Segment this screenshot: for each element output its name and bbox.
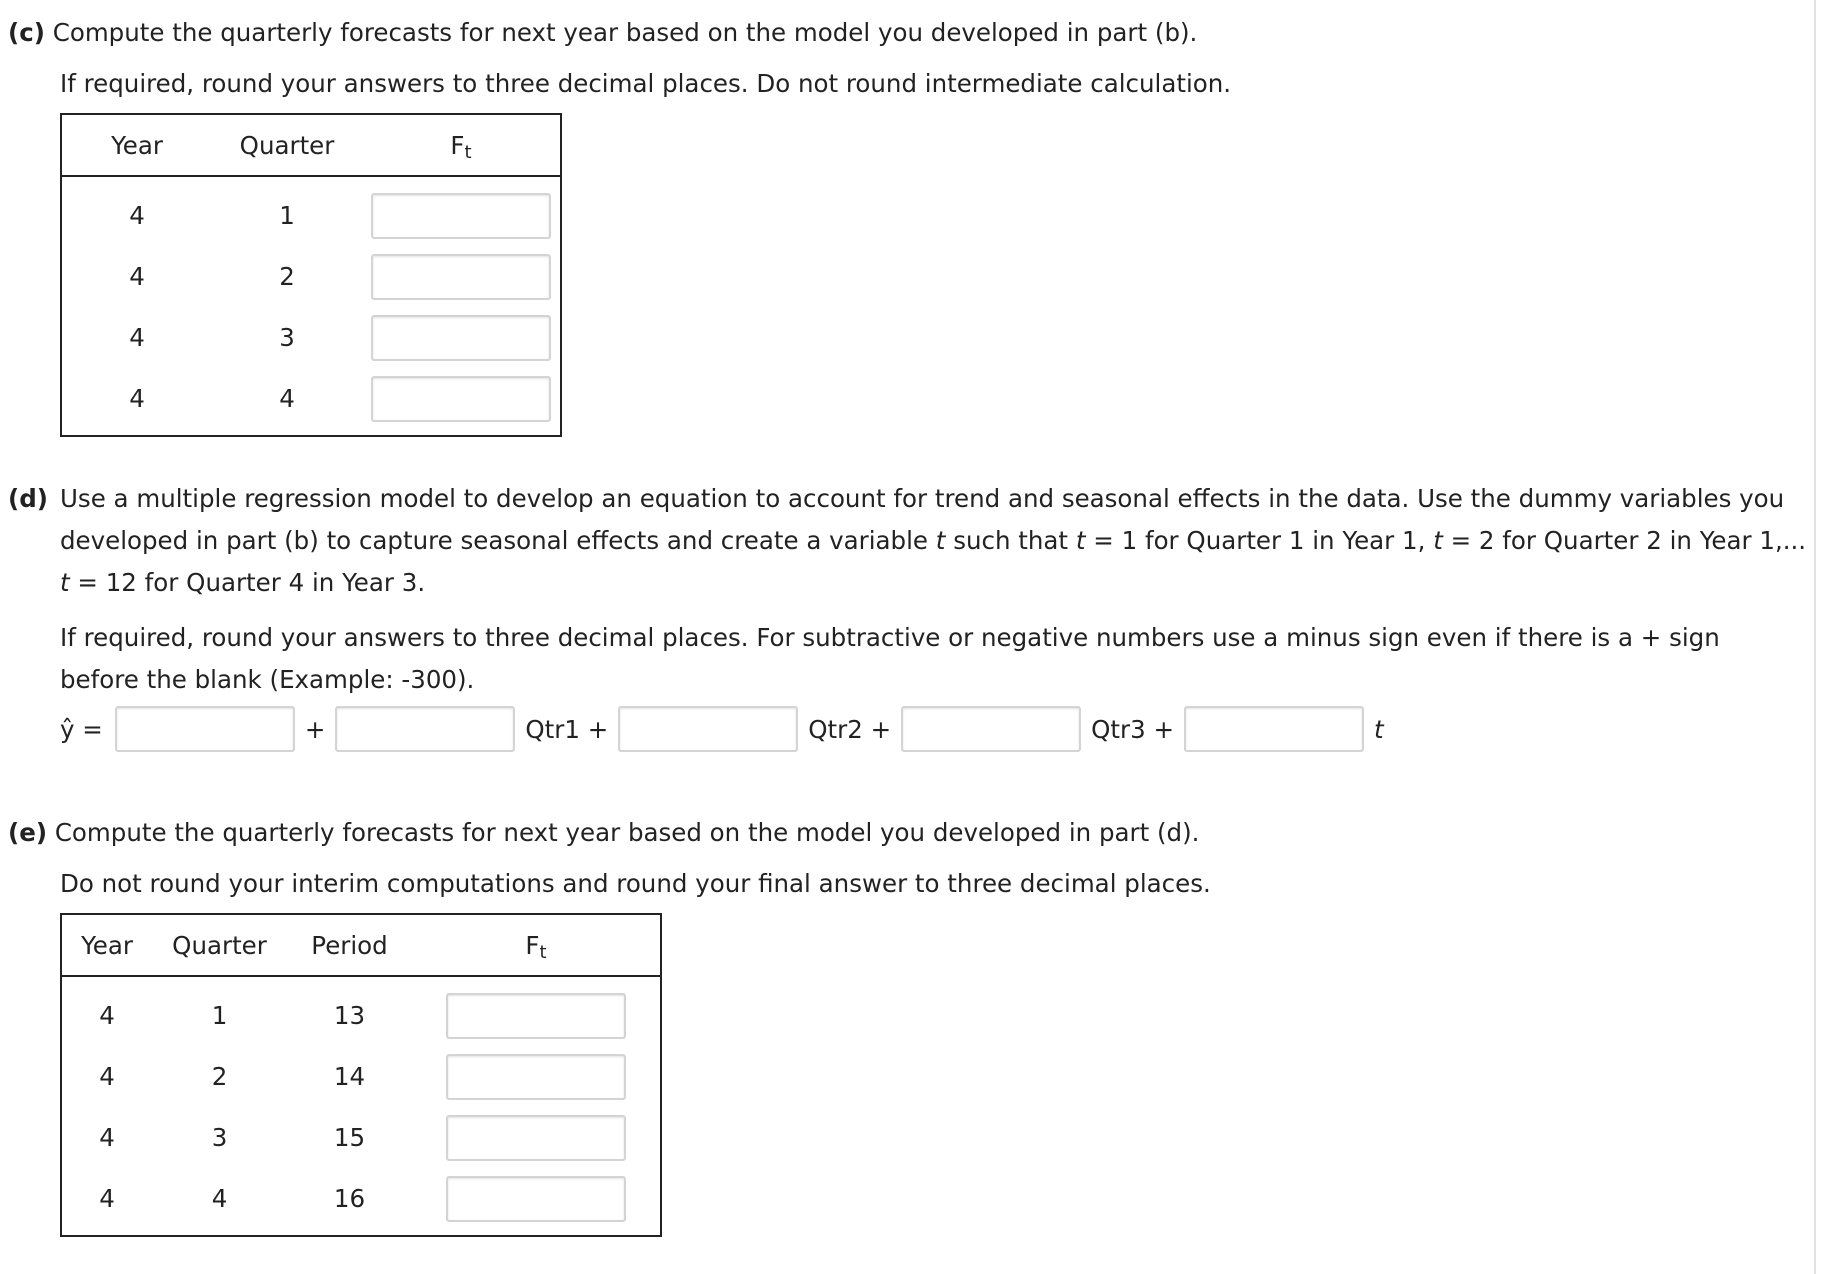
- column-header-ft: [362, 114, 561, 176]
- part-c-heading: [8, 16, 1197, 50]
- column-header-period: Period: [287, 914, 412, 976]
- part-d-text-5: = 12 for Quarter 4 in Year 3.: [77, 568, 426, 597]
- year-cell: 4: [129, 262, 145, 291]
- year-cell: 4: [99, 1184, 115, 1213]
- table-row: [61, 368, 561, 436]
- table-row: [61, 246, 561, 307]
- year-cell: 4: [129, 384, 145, 413]
- part-d-instruction: If required, round your answers to three decimal places. For subtractive or negative numbers use a minus sign even if there is a + sign before the blank (Example: -300).: [60, 623, 1720, 694]
- forecast-input-period-14[interactable]: [446, 1054, 626, 1100]
- quarter-cell: 2: [211, 1062, 228, 1091]
- part-e-label: (e): [8, 818, 48, 847]
- variable-t: t: [935, 526, 946, 555]
- quarter-cell: 3: [279, 323, 295, 352]
- part-e-heading-text: Compute the quarterly forecasts for next year based on the model you developed in part (d).: [54, 818, 1200, 847]
- part-e-heading: [8, 816, 1199, 850]
- column-header-year: Year: [61, 914, 152, 976]
- forecast-input-period-16[interactable]: [446, 1176, 626, 1222]
- forecast-input-q1[interactable]: [371, 193, 551, 239]
- period-cell: 15: [333, 1123, 366, 1152]
- table-header-row: [61, 114, 561, 176]
- ft-subscript: t: [539, 941, 547, 963]
- part-e-forecast-table: [60, 913, 662, 1237]
- period-cell: 16: [333, 1184, 366, 1213]
- part-d-text-1: Use a multiple regression model to develop an equation to account for trend and seasonal effects in the data. Use the dummy variables you developed in part (b) to capture seasonal effects and create a variable: [60, 484, 1785, 555]
- part-c-label: (c): [8, 18, 45, 47]
- table-row: [61, 1107, 661, 1168]
- period-cell: 13: [333, 1001, 366, 1030]
- regression-equation: [60, 704, 1394, 754]
- part-d-text-3: = 1 for Quarter 1 in Year 1,: [1093, 526, 1426, 555]
- qtr1-coefficient-input[interactable]: [335, 706, 515, 752]
- forecast-input-q3[interactable]: [371, 315, 551, 361]
- ft-symbol: F: [525, 930, 540, 960]
- ft-symbol: F: [450, 130, 465, 160]
- part-c-forecast-table: [60, 113, 562, 437]
- qtr2-label: Qtr2 +: [808, 714, 892, 744]
- table-row: [61, 1168, 661, 1236]
- year-cell: 4: [99, 1062, 115, 1091]
- part-d-label: (d): [8, 484, 48, 513]
- plus-sign: +: [304, 714, 326, 744]
- quarter-cell: 2: [279, 262, 295, 291]
- quarter-cell: 3: [211, 1123, 228, 1152]
- qtr3-coefficient-input[interactable]: [901, 706, 1081, 752]
- forecast-input-period-13[interactable]: [446, 993, 626, 1039]
- part-d-paragraph: [8, 478, 1808, 604]
- quarter-cell: 4: [279, 384, 295, 413]
- forecast-input-q2[interactable]: [371, 254, 551, 300]
- year-cell: 4: [129, 201, 145, 230]
- year-cell: 4: [129, 323, 145, 352]
- table-row: [61, 307, 561, 368]
- period-cell: 14: [333, 1062, 366, 1091]
- part-c-instruction: If required, round your answers to three decimal places. Do not round intermediate calculation.: [60, 69, 1232, 98]
- variable-t: t: [1075, 526, 1086, 555]
- forecast-input-q4[interactable]: [371, 376, 551, 422]
- table-row: [61, 976, 661, 1046]
- forecast-input-period-15[interactable]: [446, 1115, 626, 1161]
- table-row: [61, 1046, 661, 1107]
- ft-subscript: t: [464, 141, 472, 163]
- year-cell: 4: [99, 1123, 115, 1152]
- qtr3-label: Qtr3 +: [1091, 714, 1174, 744]
- yhat-label: ŷ =: [60, 714, 103, 744]
- qtr1-label: Qtr1 +: [525, 714, 609, 744]
- variable-t: t: [60, 568, 70, 597]
- qtr2-coefficient-input[interactable]: [618, 706, 798, 752]
- quarter-cell: 1: [279, 201, 295, 230]
- part-d-text-2: such that: [953, 526, 1069, 555]
- table-header-row: [61, 914, 661, 976]
- intercept-input[interactable]: [115, 706, 295, 752]
- column-header-quarter: Quarter: [152, 914, 287, 976]
- right-divider: [1814, 0, 1816, 1274]
- part-c-heading-text: Compute the quarterly forecasts for next year based on the model you developed in part (b).: [52, 18, 1198, 47]
- table-row: [61, 176, 561, 246]
- t-coefficient-input[interactable]: [1184, 706, 1364, 752]
- quarter-cell: 1: [211, 1001, 228, 1030]
- t-label: t: [1373, 714, 1384, 744]
- part-d-text-4: = 2 for Quarter 2 in Year 1,...: [1450, 526, 1807, 555]
- quarter-cell: 4: [211, 1184, 228, 1213]
- column-header-quarter: Quarter: [212, 114, 362, 176]
- year-cell: 4: [99, 1001, 115, 1030]
- column-header-year: Year: [61, 114, 212, 176]
- part-e-instruction: Do not round your interim computations and round your final answer to three decimal places.: [60, 869, 1211, 898]
- variable-t: t: [1433, 526, 1443, 555]
- column-header-ft: [412, 914, 661, 976]
